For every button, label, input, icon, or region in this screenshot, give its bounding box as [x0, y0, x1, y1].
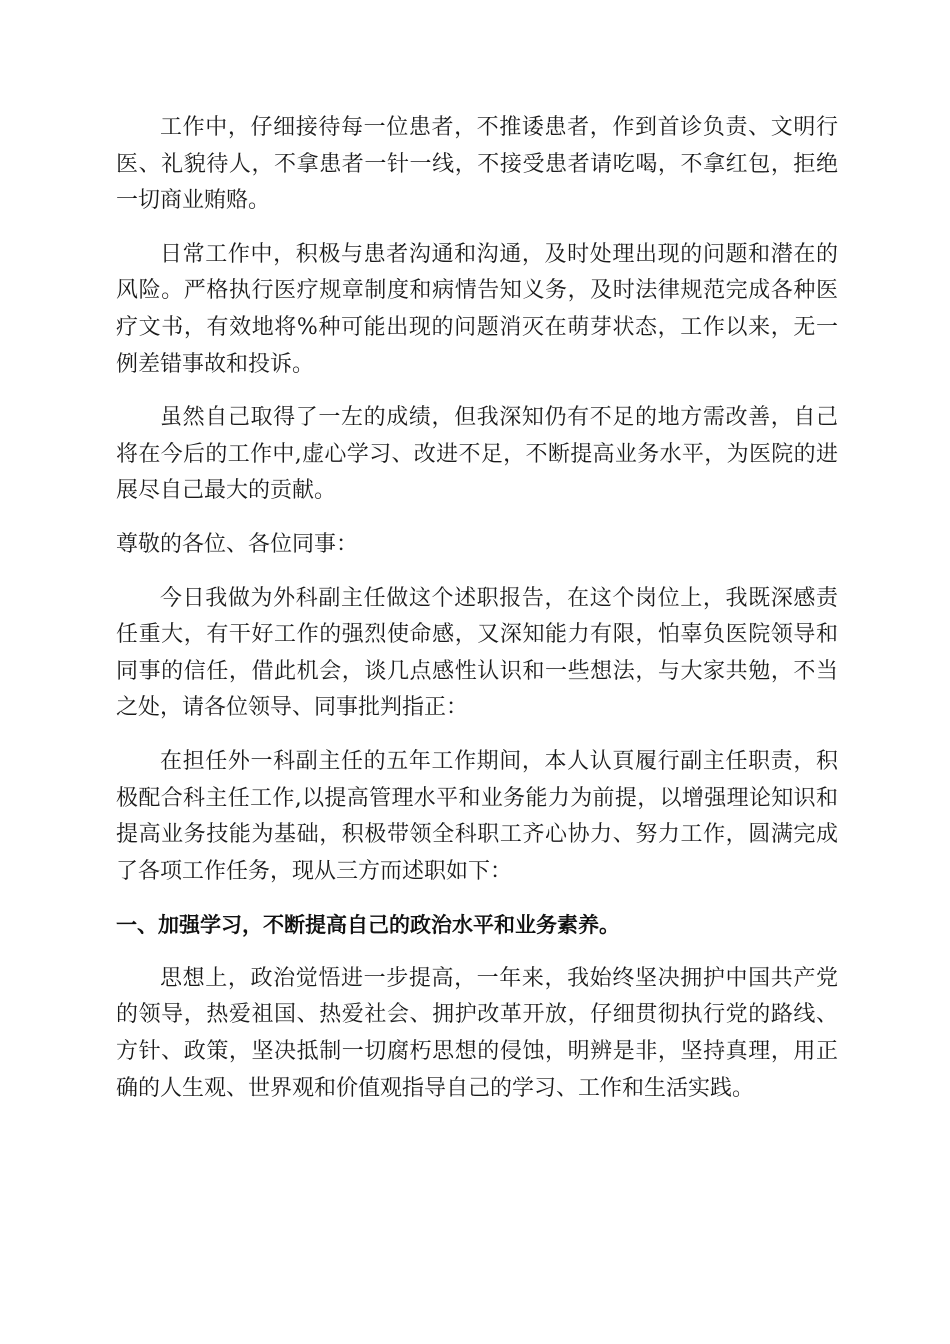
paragraph-patient-care: 工作中，仔细接待每一位患者，不推诿患者，作到首诊负责、文明行医、礼貌待人，不拿患者一针一线，不接受患者请吃喝，不拿红包，拒绝一切商业贿赂。: [116, 115, 838, 214]
paragraph-communication: 日常工作中，积极与患者沟通和沟通，及时处理出现的问题和潜在的风险。严格执行医疗规章制度和病情告知义务，及时法律规范完成各种医疗文书，有效地将%种可能出现的问题消灭在萌芽状态，工作以来，无一例差错事故和投诉。: [116, 241, 838, 377]
document-body: [116, 110, 838, 1124]
paragraph-achievements: 虽然自己取得了一左的成绩，但我深知仍有不足的地方需改善，自己将在今后的工作中,虚心学习、改进不足，不断提高业务水平，为医院的进展尽自己最大的贡献。: [116, 405, 838, 504]
paragraph-report-intro: 今日我做为外科副主任做这个述职报告，在这个岗位上，我既深感责任重大，有干好工作的强烈使命感，又深知能力有限，怕辜负医院领导和同事的信任，借此机会，谈几点感性认识和一些想法，与大家共勉，不当之处，请各位领导、同事批判指正：: [116, 585, 838, 721]
salutation: 尊敬的各位、各位同事：: [116, 531, 359, 557]
paragraph-political-awareness: 思想上，政治觉悟进一步提高，一年来，我始终坚决拥护中国共产党的领导，热爱祖国、热爱社会、拥护改革开放，仔细贯彻执行党的路线、方针、政策，坚决抵制一切腐朽思想的侵蚀，明辨是非，坚持真理，用正确的人生观、世界观和价值观指导自己的学习、工作和生活实践。: [116, 965, 838, 1101]
paragraph-term-summary: 在担任外一科副主任的五年工作期间，本人认頁履行副主任职责，积极配合科主任工作,以提高管理水平和业务能力为前提，以增强理论知识和提高业务技能为基础，积极带领全科职工齐心协力、努力工作，圆满完成了各项工作任务，现从三方而述职如下：: [116, 748, 838, 884]
section-heading-1: 一、加强学习，不断提高自己的政治水平和业务素养。: [116, 913, 620, 938]
